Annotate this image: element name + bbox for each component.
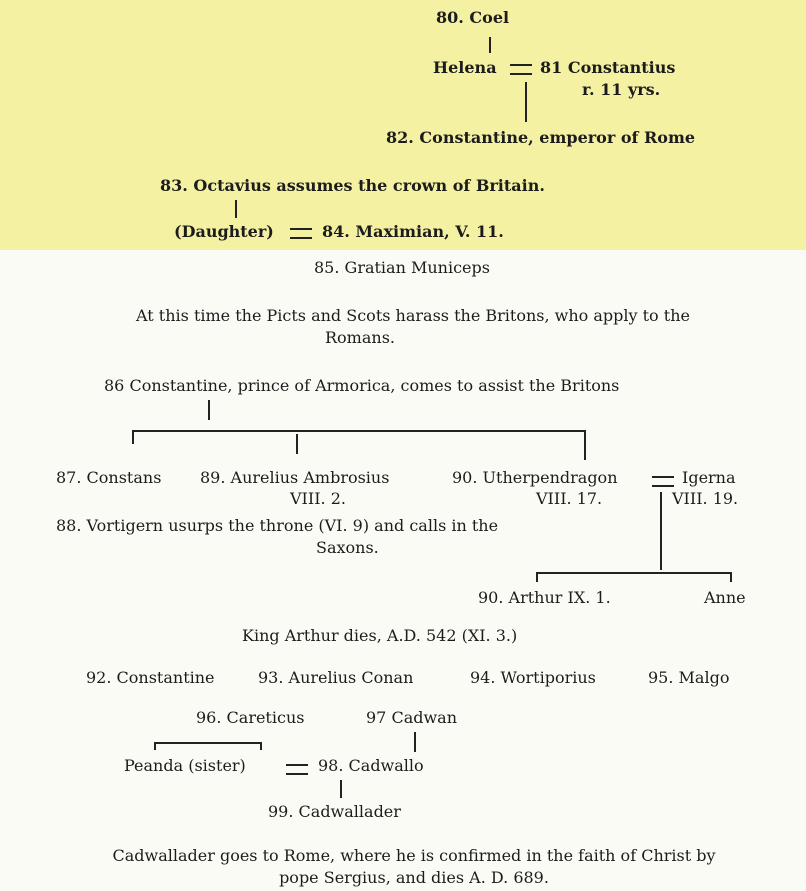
person-octavius: 83. Octavius assumes the crown of Britain. — [160, 176, 545, 195]
person-arthur: 90. Arthur IX. 1. — [478, 588, 611, 607]
event-arthur-death: King Arthur dies, A.D. 542 (XI. 3.) — [242, 626, 518, 645]
closing-note: Cadwallader goes to Rome, where he is confirmed in the faith of Christ by — [112, 846, 716, 865]
person-vortigern: 88. Vortigern usurps the throne (VI. 9) and calls in the — [56, 516, 499, 535]
person-constans: 87. Constans — [56, 468, 162, 487]
bracket-tick — [536, 572, 538, 582]
person-helena: Helena — [433, 58, 497, 77]
reference: VIII. 17. — [536, 489, 603, 508]
sibling-bracket — [154, 742, 262, 744]
person-utherpendragon: 90. Utherpendragon — [452, 468, 618, 487]
descent-line — [235, 200, 237, 218]
descent-line — [525, 82, 527, 122]
person-gratian: 85. Gratian Municeps — [314, 258, 490, 277]
person-careticus: 96. Careticus — [196, 708, 305, 727]
person-cadwallader: 99. Cadwallader — [268, 802, 401, 821]
person-constantine-armorica: 86 Constantine, prince of Armorica, comes to assist the Britons — [104, 376, 620, 395]
person-constantine-emperor: 82. Constantine, emperor of Rome — [386, 128, 696, 147]
bracket-tick — [296, 434, 298, 454]
person-daughter: (Daughter) — [174, 222, 274, 241]
bracket-tick — [584, 430, 586, 460]
bracket-tick — [154, 742, 156, 750]
marriage-sign — [652, 476, 674, 487]
person-constantine-92: 92. Constantine — [86, 668, 215, 687]
sibling-bracket — [536, 572, 732, 574]
bracket-tick — [260, 742, 262, 750]
marriage-sign — [286, 764, 308, 775]
person-aurelius-ambrosius: 89. Aurelius Ambrosius — [200, 468, 390, 487]
sibling-bracket — [132, 430, 584, 432]
descent-line — [414, 732, 416, 752]
person-aurelius-conan: 93. Aurelius Conan — [258, 668, 414, 687]
person-maximian: 84. Maximian, V. 11. — [322, 222, 504, 241]
bracket-tick — [730, 572, 732, 582]
reference: VIII. 19. — [672, 489, 739, 508]
closing-note-continued: pope Sergius, and dies A. D. 689. — [279, 868, 549, 887]
descent-line — [489, 37, 491, 53]
reference: VIII. 2. — [290, 489, 346, 508]
highlighted-region — [0, 0, 806, 250]
person-cadwan: 97 Cadwan — [366, 708, 458, 727]
historical-note-continued: Romans. — [325, 328, 395, 347]
person-cadwallo: 98. Cadwallo — [318, 756, 424, 775]
descent-line — [208, 400, 210, 420]
historical-note: At this time the Picts and Scots harass the Britons, who apply to the — [136, 306, 690, 325]
person-peanda: Peanda (sister) — [124, 756, 246, 775]
reign-length: r. 11 yrs. — [582, 80, 661, 99]
person-wortiporius: 94. Wortiporius — [470, 668, 596, 687]
person-anne: Anne — [704, 588, 746, 607]
person-coel: 80. Coel — [436, 8, 510, 27]
descent-line — [340, 780, 342, 798]
person-malgo: 95. Malgo — [648, 668, 730, 687]
person-vortigern-continued: Saxons. — [316, 538, 379, 557]
descent-line — [660, 492, 662, 570]
marriage-sign — [510, 64, 532, 75]
person-igerna: Igerna — [682, 468, 736, 487]
person-constantius: 81 Constantius — [540, 58, 676, 77]
bracket-tick — [132, 430, 134, 444]
marriage-sign — [290, 228, 312, 239]
